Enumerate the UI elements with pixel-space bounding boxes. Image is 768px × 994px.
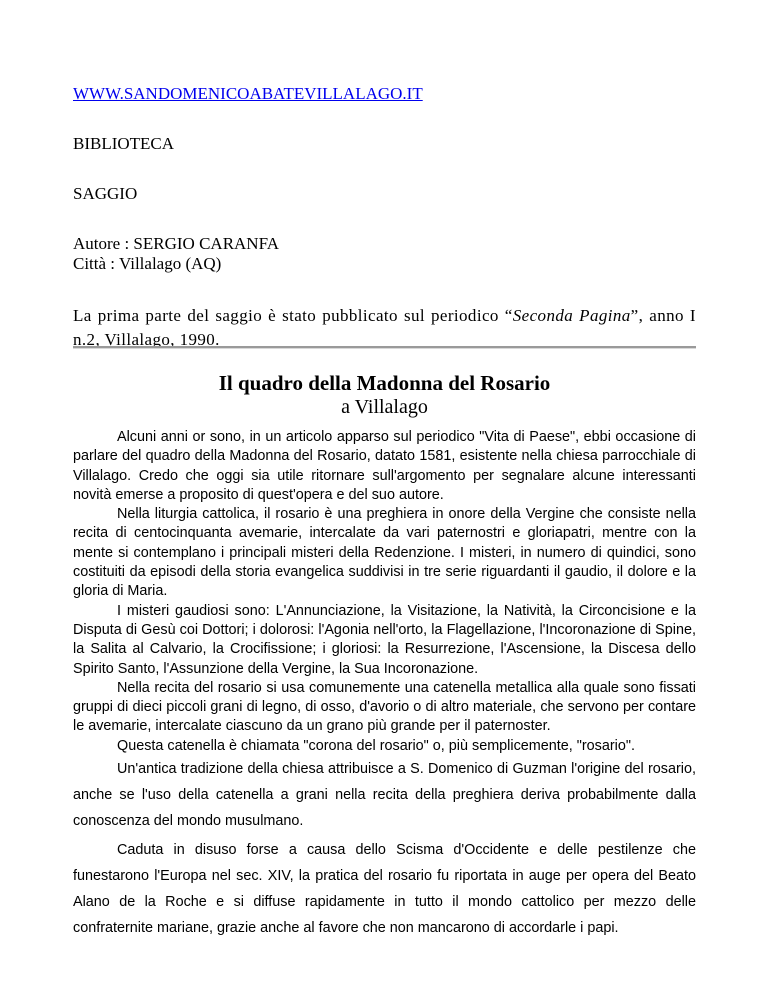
note-suffix: ”, anno I n.2, Villalago, 1990. (73, 306, 696, 349)
document-header (73, 84, 696, 352)
genre-label: SAGGIO (73, 184, 138, 203)
paragraph-1: Alcuni anni or sono, in un articolo apparso sul periodico "Vita di Paese", ebbi occasione di parlare del quadro della Madonna del Rosario, datato 1581, esistente nella chiesa parrocchiale di Villalago. Credo che oggi sia utile ritornare sull'argomento per segnalare alcune interessanti novità emerse a proposito di quest'opera e del suo autore. (73, 429, 696, 503)
author-block (73, 234, 696, 274)
paragraph-6: Un'antica tradizione della chiesa attribuisce a S. Domenico di Guzman l'origine del rosario, anche se l'uso della catenella a grani nella recita della preghiera deriva probabilmente dalla conoscenza del mondo musulmano. (73, 761, 696, 830)
title-line-1: Il quadro della Madonna del Rosario (218, 371, 551, 395)
paragraph-5: Questa catenella è chiamata "corona del rosario" o, più semplicemente, "rosario". (117, 737, 635, 754)
paragraph-7: Caduta in disuso forse a causa dello Scisma d'Occidente e delle pestilenze che funestarono l'Europa nel sec. XIV, la pratica del rosario fu riportata in auge per opera del Beato Alano de la Roche e si diffuse rapidamente in tutto il mondo cattolico per mezzo delle confraternite mariane, grazie anche al favore che non mancarono di accordarle i papi. (73, 842, 696, 937)
paragraph-3: I misteri gaudiosi sono: L'Annunciazione, la Visitazione, la Natività, la Circoncisione e la Disputa di Gesù coi Dottori; i dolorosi: l'Agonia nell'orto, la Flagellazione, l'Incoronazione di Spine, la Salita al Calvario, la Crocifissione; i gloriosi: la Resurrezione, l'Ascensione, la Discesa dello Spirito Santo, l'Assunzione della Vergine, la Sua Incoronazione. (73, 602, 696, 677)
author-line: Autore : SERGIO CARANFA (73, 234, 280, 253)
paragraph-2: Nella liturgia cattolica, il rosario è una preghiera in onore della Vergine che consiste nella recita di centocinquanta avemarie, intercalate da vari paternostri e gloriapatri, mentre con la mente si contemplano i principali misteri della Redenzione. I misteri, in numero di quindici, sono costituiti da episodi della storia evangelica suddivisi in tre serie riguardanti il gaudio, il dolore e la gloria di Maria. (73, 506, 696, 600)
article-body (73, 428, 696, 941)
site-url-link[interactable]: WWW.SANDOMENICOABATEVILLALAGO.IT (73, 84, 423, 103)
title-line-2: a Villalago (341, 396, 428, 418)
article-title (73, 371, 696, 419)
publication-note (73, 304, 696, 352)
note-prefix: La prima parte del saggio è stato pubblicato sul periodico “ (73, 306, 513, 325)
paragraph-4: Nella recita del rosario si usa comunemente una catenella metallica alla quale sono fissati gruppi di dieci piccoli grani di legno, di osso, d'avorio o di altro materiale, che servono per contare le avemarie, intercalate ciascuno da un grano più grande per il paternoster. (73, 679, 696, 735)
periodical-name: Seconda Pagina (512, 306, 631, 325)
section-label: BIBLIOTECA (73, 134, 175, 153)
horizontal-divider (73, 346, 696, 349)
city-line: Città : Villalago (AQ) (73, 254, 222, 273)
